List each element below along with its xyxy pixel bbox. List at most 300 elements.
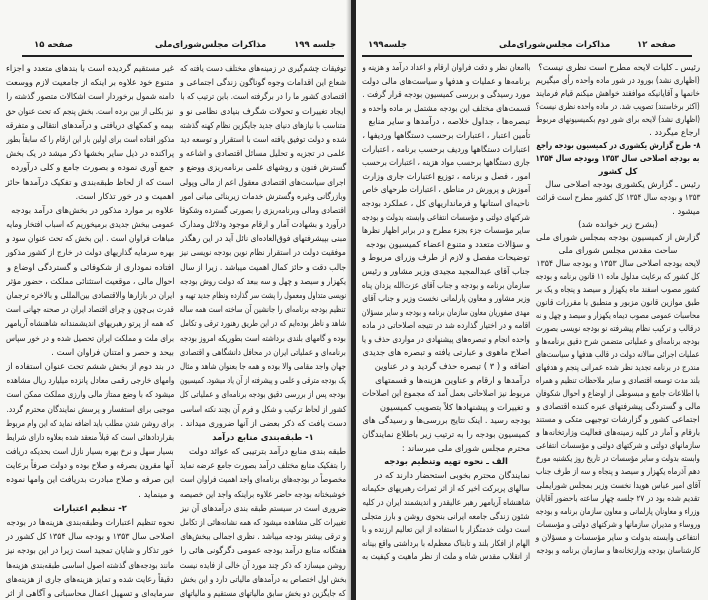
- text-line: [536, 387, 700, 400]
- text-line: [6, 586, 174, 600]
- line-text: نمایندگان محترم بخوبی استحضار دارند که در: [374, 469, 530, 480]
- text-line: [536, 309, 700, 322]
- text-line: [6, 430, 174, 444]
- line-text: لایحه بودجه اصلاحی سال ۱۳۵۳ و بودجه سال ۱۳۵۴: [536, 257, 700, 268]
- line-text: تغییرات کلی مشاهده میشود که همه نشانه‌هائی از تکامل: [180, 517, 346, 527]
- text-line: [362, 510, 530, 524]
- line-text: سازمانهای دولتی و شرکتهای دولتی و مؤسسات انتفاعی: [536, 440, 700, 451]
- text-line: [180, 132, 346, 146]
- text-line: [180, 89, 346, 103]
- line-text: مانند بودجه‌های گذشته اصول اساسی طبقه‌بندی هزینه‌ها: [6, 559, 174, 570]
- text-line: [180, 61, 346, 75]
- line-text: بیحد و حصر و امتنان فراوان است .: [51, 346, 174, 357]
- text-line: [362, 170, 530, 184]
- text-line: [362, 442, 530, 456]
- text-line: [180, 345, 346, 359]
- text-line: [180, 487, 346, 501]
- text-line: [180, 515, 346, 529]
- text-line: [6, 146, 174, 160]
- text-line: [362, 251, 530, 265]
- text-line: [536, 87, 700, 100]
- text-line: [536, 270, 700, 283]
- text-line: [362, 319, 530, 333]
- text-column-right: [536, 61, 700, 557]
- text-line: [180, 331, 346, 345]
- text-line: [362, 102, 530, 116]
- line-text: تأمین اعتبار ، اعتبارات برحسب دستگاهها وردیفها ،: [362, 129, 530, 140]
- text-line: [362, 115, 530, 129]
- line-text: جناب آقای عبدالمجید مجیدی وزیر مشاور و رئیس: [362, 265, 530, 276]
- line-text: اهمیت و در خور تذکار است.: [75, 190, 174, 201]
- line-text: وابسته بدولت و سایر مؤسسات در تاریخ روز یکشنبه مورخ: [536, 453, 700, 464]
- text-line: [362, 183, 530, 197]
- line-text: علاوه بر موارد مذکور در بخش‌های درآمد بودجه: [11, 204, 174, 215]
- line-text: و سؤالات متعدد و متنوع اعضاء کمیسیون بودجه: [365, 238, 530, 249]
- line-text: متنوع خود علاوه بر اینکه از جامعیت لازم ووسعت: [6, 77, 174, 88]
- text-line: [362, 238, 530, 252]
- line-text: شئون زندگی جامعه ایرانی بنحوی روشن و بارز متجلی: [362, 510, 530, 521]
- line-text: برنامه‌ها و عملیات و هدفها و سیاست‌های مالی دولت: [362, 75, 530, 86]
- section-heading: [536, 152, 700, 165]
- line-text: ناحیه‌ای استانها و فرمانداریهای کل ، عملکرد بودجه: [362, 197, 530, 208]
- text-line: [6, 458, 174, 472]
- line-text: کل کشور: [598, 166, 638, 177]
- line-text: میشود که با وضع ممتاز مالی وارزی مملکت ممکن است: [6, 389, 174, 400]
- text-line: [6, 515, 174, 529]
- text-line: [536, 479, 700, 492]
- line-text: ۲- تنظیم اعتبارات: [53, 502, 127, 513]
- left-page: [0, 0, 352, 600]
- text-line: [536, 426, 700, 439]
- line-text: مبنی بپیشرفتهای فوق‌العاده‌ای نائل آید در این رهگذر: [180, 233, 346, 244]
- text-line: [6, 373, 174, 387]
- line-text: میشود .: [672, 205, 700, 216]
- line-text: بودجه رسید . اینک نتایج بررسی‌ها و رسیدگی های: [362, 415, 530, 426]
- line-text: ساحت مقدس مجلس شورای ملی: [558, 244, 678, 255]
- centered-line: [536, 244, 700, 257]
- line-text: نیز بکلی از بین برده است. بخش پنجم که تحت عنوان حق: [6, 105, 174, 116]
- text-line: [362, 401, 530, 415]
- line-text: این صرفه و صلاح مبادرت بدریافت این وامها نموده: [6, 474, 174, 485]
- text-line: [180, 472, 346, 486]
- line-text: را بتفکیک منابع مختلف درآمد بصورت جامع عرضه نماید: [180, 460, 346, 471]
- line-text: محترم مجلس شورای ملی میرساند :: [401, 442, 530, 453]
- line-text: آقای امیر عباس هویدا نخست وزیر بمجلس شورایملی: [536, 479, 700, 490]
- text-line: [6, 231, 174, 245]
- line-text: شرکتهای دولتی و مؤسسات انتفاعی وابسته بدولت و بودجه: [362, 211, 530, 222]
- text-line: [536, 374, 700, 387]
- text-line: [180, 501, 346, 515]
- text-line: [180, 231, 346, 245]
- line-text: توضیحات مفصل و لازم از طرف وزرای مربوط و: [362, 252, 530, 263]
- line-text: الف ـ نحوه تهیه وتنظیم بودجه: [384, 456, 508, 467]
- line-text: تبصره‌ها ، جداول خلاصه ، درآمدها و سایر منابع: [368, 116, 530, 127]
- text-line: [362, 143, 530, 157]
- line-text: نویسی متداول ومعمول را پشت سر گذارده ونظام جدید تهیه و: [180, 290, 346, 300]
- publication-title: مذاکرات مجلس‌شورای‌ملی: [155, 40, 267, 50]
- text-line: [536, 100, 700, 113]
- text-line: [6, 245, 174, 259]
- page-header: [364, 38, 694, 54]
- text-line: [180, 160, 346, 174]
- line-text: مخصوصاً در بودجه‌های برنامه‌ای واجد اهمیت فراوان است: [180, 474, 346, 485]
- line-text: گسترش فنون و روشهای علمی برنامه‌ریزی ووضع و: [180, 162, 346, 173]
- text-line: [362, 279, 530, 293]
- line-text: مورد رسیدگی و بررسی کمیسیون بودجه قرار گرفت .: [362, 89, 530, 100]
- line-text: وبازرگانی وغیره وگسترش خدمات زیربنائی مبانی امور: [180, 190, 346, 201]
- section-heading: [536, 139, 700, 152]
- text-line: [6, 345, 174, 359]
- line-text: خوشبختانه بودجه حاضر علاوه براینکه واجد این خصیصه: [180, 488, 346, 499]
- text-line: [180, 146, 346, 160]
- text-line: [6, 572, 174, 586]
- line-text: ایجاد تغییرات و تحولات شگرف بنیادی نظامی نو و: [180, 105, 346, 116]
- text-line: [180, 586, 346, 600]
- line-text: برای روشن شدن مطلب باید اضافه نماید که این وام مربوط: [6, 417, 174, 428]
- line-text: مالی و گستردگی پیشرفتهای عبره کننده اقتصادی و: [536, 401, 700, 412]
- text-line: [6, 444, 174, 458]
- text-line: [362, 129, 530, 143]
- line-text: نحوه تنظیم اعتبارات وطبقه‌بندی هزینه‌ها در بودجه: [6, 517, 174, 527]
- text-line: [6, 472, 174, 486]
- line-text: تنظیم بودجه برنامه‌ای را جانشین آن ساخته است همه ساله: [180, 304, 346, 315]
- text-line: [180, 118, 346, 132]
- text-line: [6, 104, 174, 118]
- line-text: سالهای پربرکت اخیر که از اثر ثمرات رهبریهای حکیمانه: [362, 483, 530, 494]
- line-text: بوده و گامهای بلندی برداشته است بطوریکه امروز بودجه: [180, 332, 346, 343]
- header-rule: [362, 55, 692, 57]
- line-text: شده و دولت توفیق یافته است با استقرار و توسعه دید: [180, 133, 346, 144]
- line-text: طبق موازین قانون مزبور و منطبق با مقررات قانون: [536, 296, 700, 307]
- page-number: صفحه ۱۲: [637, 40, 676, 50]
- text-line: [6, 402, 174, 416]
- text-line: [362, 414, 530, 428]
- text-line: [6, 331, 174, 345]
- line-text: اعتبارات دستگاهها وردیف برحسب برنامه ، اعتبارات: [362, 143, 530, 154]
- line-text: قسمت‌های مختلف این بودجه مشتمل بر ماده واحده و: [362, 102, 530, 113]
- line-text: باامعان نظر و دقت فراوان ارقام و اعداد درآمد و هزینه و: [362, 62, 530, 72]
- centered-line: [536, 231, 700, 244]
- text-line: [6, 89, 174, 103]
- line-text: امور ، فصل و برنامه ، توزیع اعتبارات جاری وزارت: [362, 170, 530, 181]
- text-line: [180, 75, 346, 89]
- line-text: کشور از لحاظ ترکیب و شکل و فرم آن بچند نکته اساسی: [180, 403, 346, 414]
- line-text: اقامه و در اختیار گذارده شد در نتیجه اصلاحاتی در ماده: [362, 320, 530, 331]
- line-text: جهان واجد مقامی والا بوده و همه جا بعنوان شاهد و مثال: [180, 360, 346, 371]
- text-line: [6, 316, 174, 330]
- text-line: [180, 529, 346, 543]
- text-line: [6, 203, 174, 217]
- text-line: [6, 529, 174, 543]
- line-text: مذکور افتاده است برای اولین بار این ارقام را که سابقاً بطور: [6, 133, 174, 144]
- line-text: وزراء و معاونان پارلمانی و معاون سازمان برنامه و بودجه: [536, 505, 700, 516]
- text-line: [180, 543, 346, 557]
- line-text: دهم آذرماه یکهزار و سیصد و پنجاه و سه از طرف جناب: [536, 466, 700, 477]
- line-text: ۱- طبقه‌بندی منابع درآمد: [212, 431, 314, 442]
- centered-line: [536, 218, 700, 231]
- line-text: سازمان برنامه و بودجه و جناب آقای عزت‌الله یزدان پناه: [362, 279, 530, 290]
- line-text: شاهد و ناظر بوده‌ایم که در این طریق رهنورد ترقی و تکامل: [180, 318, 346, 329]
- text-line: [180, 288, 346, 302]
- line-text: بیمه و کمکهای دریافتی و درآمدهای انتقالی و متفرقه: [6, 119, 174, 130]
- line-text: است که از لحاظ طبقه‌بندی و تفکیک درآمدها حائز: [6, 176, 174, 187]
- line-text: است دولت خدمتگزار با استفاده از این تعالیم ارزنده و با: [362, 524, 530, 535]
- text-line: [180, 402, 346, 416]
- line-text: انتفاعی وابسته بدولت و سایر مؤسسات و مسؤلان و: [536, 531, 700, 542]
- line-text: دامنه شمول برخوردار است اشکالات متصور گذشته را: [6, 91, 174, 102]
- line-text: و مینماید .: [138, 488, 174, 499]
- line-text: دست یافت که ذکر بعضی از آنها ضروری میداند .: [180, 417, 346, 428]
- line-text: برنامه‌ای و عملیاتی ایران در محافل دانشگاهی و اقتصادی: [180, 346, 346, 357]
- text-line: [362, 224, 530, 238]
- text-line: [536, 205, 700, 218]
- text-line: [362, 537, 530, 551]
- line-text: روشن میسازد که ذکر چند مورد آن خالی از فایده نیست: [180, 559, 346, 570]
- text-line: [6, 132, 174, 146]
- line-text: دقیقاً رعایت شده و تمایز هزینه‌های جاری از هزینه‌های: [6, 573, 174, 584]
- line-text: و ترقی بیشتر بودجه میباشد . نظری اجمالی ببخش‌های: [180, 531, 346, 542]
- line-text: مندرج در برنامه تجدید نظر شده عمرانی پنجم و هدفهای: [536, 362, 700, 373]
- text-line: [536, 257, 700, 270]
- line-text: و تغییرات و پیشنهادها کلاً بتصویب کمیسیون: [379, 401, 530, 412]
- line-text: مباهات فراوان است . این بخش که تحت عنوان سود و: [6, 233, 174, 244]
- text-line: [362, 360, 530, 374]
- line-text: وروساء و مدیران سازمانها و شرکتهای دولتی و مؤسسات: [536, 518, 700, 529]
- text-line: [180, 373, 346, 387]
- text-line: [6, 359, 174, 373]
- text-line: [362, 523, 530, 537]
- line-text: بودجه پس از بررسی دقیق بودجه برنامه‌ای و عملیاتی کل: [180, 389, 346, 400]
- text-line: [362, 61, 530, 75]
- line-text: بلند مدت توسعه اقتصادی و سایر ملاحظات تنظیم و همراه: [536, 375, 700, 386]
- line-text: هفتگانه منابع درآمد بودجه عمومی دگرگونی هائی را: [180, 545, 346, 556]
- text-line: [6, 160, 174, 174]
- line-text: آنها مقرون بصرفه و صلاح بوده و دولت صرفاً برعایت: [6, 460, 174, 471]
- line-text: واحده انجام و تبصره‌های پیشنهادی در مواردی حذف و یا: [362, 333, 530, 344]
- line-text: بارقام و آمار در کلیه زمینه‌های فعالیت وزارتخانه‌ها و: [536, 427, 700, 438]
- line-text: اقتصادی ومالی وبرنامه‌ریزی را بصورتی گسترده وشکوفا: [180, 204, 346, 215]
- text-line: [536, 126, 700, 139]
- line-text: بسیار سهل و نرخ بهره بسیار نازل است بحدیکه دریافت: [6, 446, 174, 457]
- text-line: [536, 113, 700, 126]
- line-text: ایران در بازارها والاقتصادی بین‌المللی و بالاخره ترجمان: [6, 290, 174, 300]
- text-line: [6, 274, 174, 288]
- line-text: سایر مؤسسات جزء بجزء مطرح و در برابر اظهار نظرها: [362, 225, 530, 236]
- line-text: وامهای خارجی رقمی معادل پانزده میلیارد ریال مشاهده: [6, 375, 174, 386]
- line-text: رئیس ـ گزارش یکشوری بودجه اصلاحی سال: [545, 179, 700, 190]
- line-text: اجتماعی کشور و گزارشات توجیهی متکی و مستند: [536, 414, 700, 425]
- line-text: با اطلاعات جامع و مبسوطی از اوضاع و احوال شکوفان: [536, 388, 700, 399]
- text-line: [536, 492, 700, 505]
- text-line: [6, 558, 174, 572]
- line-text: خانمها و آقایانیکه موافقند خواهش میکنم قیام فرمایند: [536, 88, 700, 99]
- line-text: (بشرح زیر خوانده شد): [578, 218, 658, 229]
- text-line: [362, 374, 530, 388]
- text-line: [362, 265, 530, 279]
- section-heading: [180, 430, 346, 444]
- text-line: [536, 518, 700, 531]
- line-text: به بودجه اصلاحی سال ۱۳۵۳ وبودجه سال ۱۳۵۴: [536, 153, 700, 164]
- line-text: شعاع این اقدامات وجوه گوناگون زندگی اجتماعی و: [180, 77, 346, 88]
- text-line: [6, 260, 174, 274]
- text-line: [536, 400, 700, 413]
- text-line: [536, 544, 700, 557]
- page-number: صفحه ۱۵: [34, 40, 73, 50]
- line-text: الهام از افکار بلند و تابناک معظم‌له با برداشتی واقع بینانه: [362, 537, 530, 548]
- text-line: [6, 302, 174, 316]
- text-line: [362, 197, 530, 211]
- text-line: [6, 487, 174, 501]
- text-line: [536, 74, 700, 87]
- text-line: [362, 428, 530, 442]
- section-heading: [536, 165, 700, 178]
- line-text: عملیات اجرائی سالانه دولت در قالب هدفها و سیاست‌های: [536, 349, 700, 360]
- text-line: [536, 452, 700, 465]
- text-line: [362, 211, 530, 225]
- text-line: [536, 348, 700, 361]
- line-text: بخش اول اختصاص به درآمدهای مالیاتی دارد و این بخش: [180, 573, 346, 584]
- text-line: [180, 245, 346, 259]
- line-text: اصلاحی سال ۱۳۵۳ و بودجه سال ۱۳۵۴ کل کشور در: [6, 531, 174, 542]
- text-line: [362, 333, 530, 347]
- line-text: ۸- طرح گزارش یکشوری در کمیسیون بودجه راجع: [536, 140, 700, 151]
- text-line: [6, 189, 174, 203]
- text-line: [6, 61, 174, 75]
- line-text: مهدی صفوریان معاون سازمان برنامه و بودجه و سایر مسؤلان: [362, 306, 530, 317]
- text-line: [536, 296, 700, 309]
- text-line: [362, 496, 530, 510]
- text-line: [362, 550, 530, 564]
- session-number: جلسه ۱۹۹: [294, 40, 336, 50]
- text-column-left: [362, 61, 530, 564]
- text-line: [536, 335, 700, 348]
- text-line: [6, 288, 174, 302]
- text-line: [362, 346, 530, 360]
- line-text: که جایگزین دو بخش سابق مالیاتهای مستقیم و مالیاتهای: [180, 587, 346, 598]
- text-line: [362, 469, 530, 483]
- line-text: کارشناسان بودجه وزارتخانه‌ها و سازمان برنامه و بودجه: [536, 544, 700, 555]
- line-text: سرمایه‌ای و تسهیل اعمال محاسباتی و آگاهی از اثر: [6, 587, 174, 598]
- text-line: [180, 444, 346, 458]
- line-text: درقالب و ترکیب نظام پیشرفته نو بودجه نویسی بصورت: [536, 322, 700, 333]
- text-line: [180, 104, 346, 118]
- text-line: [536, 178, 700, 191]
- text-line: [6, 543, 174, 557]
- text-line: [6, 175, 174, 189]
- line-text: برای ملت و مملکت ایران تحصیل شده و در خور سپاس: [6, 332, 174, 343]
- line-text: علمی در تجزیه و تحلیل مسائل اقتصادی و اشاعه و: [180, 148, 346, 159]
- text-column-right: [180, 61, 346, 600]
- text-line: [362, 156, 530, 170]
- line-text: خور تذکار و شایان تمجید است زیرا در این بودجه نیز: [6, 545, 174, 556]
- line-text: کشور مصوب اسفند ماه یکهزار و سیصد و پنجاه و یک بر: [536, 283, 700, 294]
- line-text: (اظهاری نشد) لایحه برای شور دوم بکمیسیونهای مربوط: [536, 114, 700, 125]
- line-text: ۱۳۵۳ و بودجه سال ۱۳۵۴ کل کشور مطرح است قرائت: [536, 192, 700, 203]
- text-line: [6, 416, 174, 430]
- text-line: [362, 88, 530, 102]
- line-text: ارجاع میگردد .: [649, 127, 700, 138]
- text-line: [536, 322, 700, 335]
- text-column-left: [6, 61, 174, 600]
- text-line: [6, 118, 174, 132]
- line-text: شاهنشاه آریامهر رهبر عالیقدر و اندیشمند ایران در کلیه: [362, 497, 530, 507]
- text-line: [362, 387, 530, 401]
- page-header: [20, 38, 342, 54]
- line-text: کمیسیون بودجه را به ترتیب زیر باطلاع نمایندگان: [362, 429, 530, 440]
- line-text: توفیقات چشم‌گیری در زمینه‌های مختلف دست یافته که: [180, 63, 346, 73]
- line-text: که همه از پرتو رهبریهای اندیشمندانه شاهنشاه آریامهر: [6, 318, 174, 329]
- line-text: (اظهاری نشد) بورود در شور ماده واحده رأی میگیریم: [536, 75, 700, 86]
- line-text: جالب دقت و حائز کمال اهمیت میباشد . زیرا از سال: [180, 261, 346, 272]
- section-heading: [6, 501, 174, 515]
- line-text: طبقه بندی منابع درآمد بترتیبی که عوائد دولت: [189, 446, 346, 457]
- header-rule: [22, 55, 344, 57]
- line-text: عمومی ببخش جدیدی برمیخوریم که اسباب افتخار ومایه: [6, 219, 174, 230]
- text-line: [180, 359, 346, 373]
- session-number: جلسه۱۹۹: [368, 40, 407, 50]
- line-text: تقدیم شده بود در ۲۷ جلسه چهار ساعته باحضور آقایان: [536, 492, 700, 503]
- text-line: [180, 558, 346, 572]
- text-line: [536, 61, 700, 74]
- right-page: [356, 0, 708, 600]
- line-text: اقتصادی کشور ما را در برگرفته است. بابن ترتیب که با: [180, 91, 346, 102]
- line-text: احوال مالی ، موقعیت استثنائی مملکت ، حضور مؤثر: [6, 275, 174, 286]
- text-line: [536, 505, 700, 518]
- line-text: موفقیت دولت در استقرار نظام نوین بودجه نویسی نیز: [180, 247, 346, 258]
- line-text: اجرای سیاست‌های اقتصادی معقول اعم از مالی وپولی: [180, 176, 346, 187]
- line-text: در بند دوم از بخش ششم تحت عنوان استفاده از: [6, 360, 174, 371]
- line-text: (اکثر برخاستند) تصویب شد. در ماده واحده نظری نیست؟: [536, 101, 700, 112]
- text-line: [180, 217, 346, 231]
- line-text: از انقلاب مقدس شاه و ملت از نظر ماهیت و کیفیت به: [362, 551, 530, 562]
- text-line: [362, 306, 530, 320]
- text-line: [180, 175, 346, 189]
- line-text: محاسبات عمومی مصوب دیماه یکهزار و سیصد و چهل و نه: [536, 309, 700, 320]
- line-text: بهره سرمایه گذاریهای دولت در خارج از کشور مذکور: [6, 247, 174, 258]
- line-text: موجبی برای استفسار و پرسش نمایندگان محترم گردد.: [6, 403, 174, 414]
- line-text: پراکنده در ذیل سایر بخشها ذکر میشد در یک بخش: [6, 148, 174, 159]
- text-line: [536, 531, 700, 544]
- line-text: متناسب با نیازهای دنیای جدید جایگزین نظام کهنه گذشته: [180, 119, 346, 130]
- text-line: [6, 217, 174, 231]
- line-text: یک بودجه مترقی و علمی و پیشرفته از آن یاد میشود. کمیسیون: [180, 375, 346, 386]
- line-text: رئیس ـ کلیات لایحه مطرح است نظری نیست؟: [538, 62, 700, 72]
- text-line: [536, 283, 700, 296]
- line-text: جمع آوری نموده و بصورت جامع و کلی درآورده: [10, 162, 174, 173]
- line-text: آموزش و پرورش در مناطق ، اعتبارات طرحهای خاص: [362, 184, 530, 195]
- text-line: [536, 465, 700, 478]
- text-line: [6, 75, 174, 89]
- text-line: [362, 75, 530, 89]
- line-text: یکهزار و سیصد و چهل و سه ببعد که دولت روش بودجه: [180, 275, 346, 286]
- line-text: درآورد و بشهادت آمار و ارقام موجود ودلائل ومدارک: [180, 219, 346, 230]
- text-line: [536, 413, 700, 426]
- section-heading: [362, 455, 530, 469]
- text-line: [180, 203, 346, 217]
- text-line: [180, 458, 346, 472]
- line-text: جاری دستگاهها برحسب مواد هزینه ، اعتبارات برحسب: [362, 157, 530, 168]
- text-line: [362, 292, 530, 306]
- line-text: مربوط نیز اصلاحاتی بعمل آمد که مجموع این اصلاحات: [362, 388, 530, 399]
- text-line: [180, 260, 346, 274]
- text-line: [6, 387, 174, 401]
- line-text: قدرت بی‌چون و چرای اقتصاد ایران در صحنه جهانی است: [6, 304, 174, 315]
- text-line: [180, 572, 346, 586]
- text-line: [536, 191, 700, 204]
- line-text: وزیر مشاور و معاون پارلمانی نخست وزیر و جناب آقای: [362, 293, 530, 304]
- text-line: [180, 274, 346, 288]
- line-text: غیر مستقیم گردیده است با بندهای متعدد و اجزاء: [6, 63, 174, 73]
